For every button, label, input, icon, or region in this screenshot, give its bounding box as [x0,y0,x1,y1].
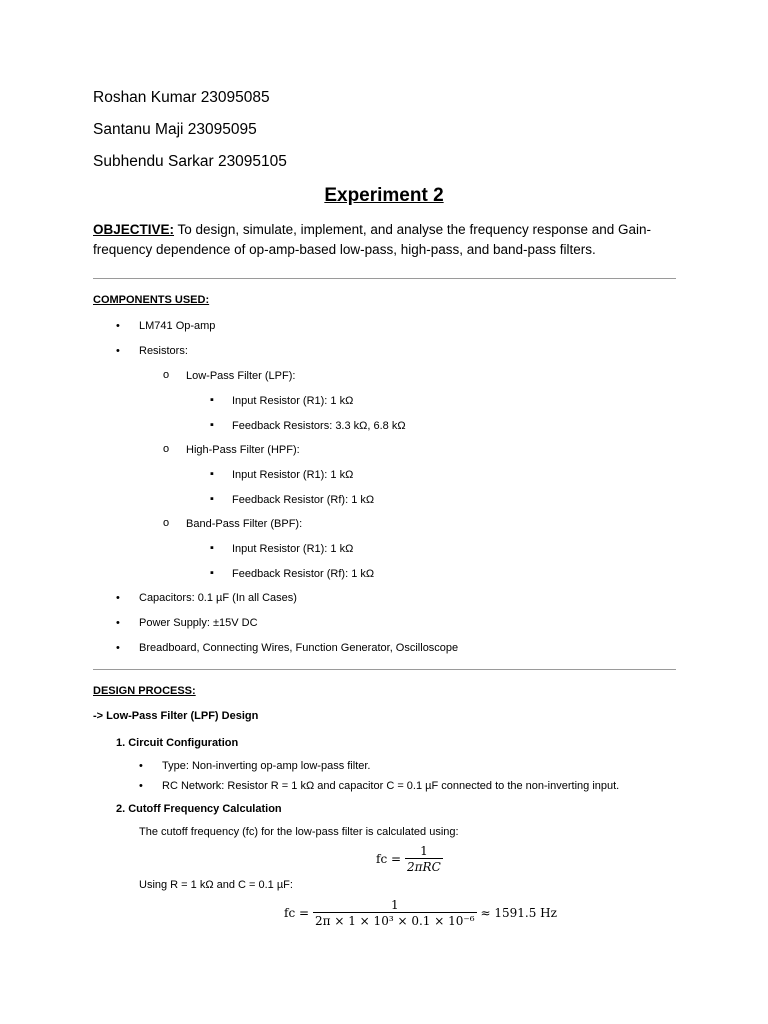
bullet-dot: • [116,320,120,332]
bpf-input-resistor: Input Resistor (R1): 1 kΩ [232,543,354,555]
bullet-dot: • [116,592,120,604]
lpf-design-heading: -> Low-Pass Filter (LPF) Design [93,710,259,722]
bullet-dot: • [116,617,120,629]
divider-2 [93,669,676,670]
step-cutoff-frequency: 2. Cutoff Frequency Calculation [116,803,282,815]
objective-text: To design, simulate, implement, and analyse the frequency response and Gain-frequency dependence of op-amp-based low-pass, high-pass, and band-pass filters. [93,222,652,257]
author-1: Roshan Kumar 23095085 [93,89,270,106]
bullet-square: ▪ [210,394,214,406]
bullet-dot: • [116,642,120,654]
component-resistors: Resistors: [139,345,188,357]
using-values-text: Using R = 1 kΩ and C = 0.1 µF: [139,879,293,891]
bullet-square: ▪ [210,567,214,579]
component-opamp: LM741 Op-amp [139,320,216,332]
bullet-dot: • [139,780,143,792]
bullet-square: ▪ [210,468,214,480]
eq1-denominator: 2πRC [407,860,441,874]
components-heading: COMPONENTS USED: [93,294,210,306]
eq2-lhs: fc = [284,906,310,920]
bullet-square: ▪ [210,493,214,505]
eq2-result: ≈ 1591.5 Hz [480,906,557,920]
eq2-fraction [313,898,476,928]
bullet-square: ▪ [210,419,214,431]
eq1-lhs: fc = [376,852,402,866]
eq1-fraction [405,844,443,874]
bullet-circle: o [163,369,170,381]
component-misc: Breadboard, Connecting Wires, Function Generator, Oscilloscope [139,642,459,654]
lpf-type: Type: Non-inverting op-amp low-pass filter. [162,760,371,772]
cutoff-text: The cutoff frequency (fc) for the low-pass filter is calculated using: [139,826,459,838]
hpf-label: High-Pass Filter (HPF): [186,444,300,456]
hpf-feedback-resistor: Feedback Resistor (Rf): 1 kΩ [232,494,375,506]
step-circuit-configuration: 1. Circuit Configuration [116,737,239,749]
hpf-input-resistor: Input Resistor (R1): 1 kΩ [232,469,354,481]
eq1-numerator: 1 [420,844,428,858]
author-2: Santanu Maji 23095095 [93,121,257,138]
bpf-label: Band-Pass Filter (BPF): [186,518,303,530]
eq2-numerator: 1 [390,898,399,912]
bullet-square: ▪ [210,542,214,554]
lpf-input-resistor: Input Resistor (R1): 1 kΩ [232,395,354,407]
component-power: Power Supply: ±15V DC [139,617,258,629]
component-capacitors: Capacitors: 0.1 µF (In all Cases) [139,592,297,604]
lpf-label: Low-Pass Filter (LPF): [186,370,296,382]
cutoff-formula [376,844,443,874]
objective-paragraph [93,220,673,260]
bullet-circle: o [163,517,170,529]
bullet-dot: • [139,760,143,772]
bullet-circle: o [163,443,170,455]
eq2-denominator: 2π × 1 × 10³ × 0.1 × 10⁻⁶ [315,914,475,928]
divider-1 [93,278,676,279]
author-3: Subhendu Sarkar 23095105 [93,153,287,170]
bullet-dot: • [116,345,120,357]
lpf-rc-network: RC Network: Resistor R = 1 kΩ and capacitor C = 0.1 µF connected to the non-inverting input. [162,780,620,792]
lpf-feedback-resistors: Feedback Resistors: 3.3 kΩ, 6.8 kΩ [232,420,406,432]
page-title: Experiment 2 [324,185,444,206]
bpf-feedback-resistor: Feedback Resistor (Rf): 1 kΩ [232,568,375,580]
cutoff-calculation [284,898,557,928]
objective-label: OBJECTIVE: [93,222,175,237]
design-heading: DESIGN PROCESS: [93,685,196,697]
